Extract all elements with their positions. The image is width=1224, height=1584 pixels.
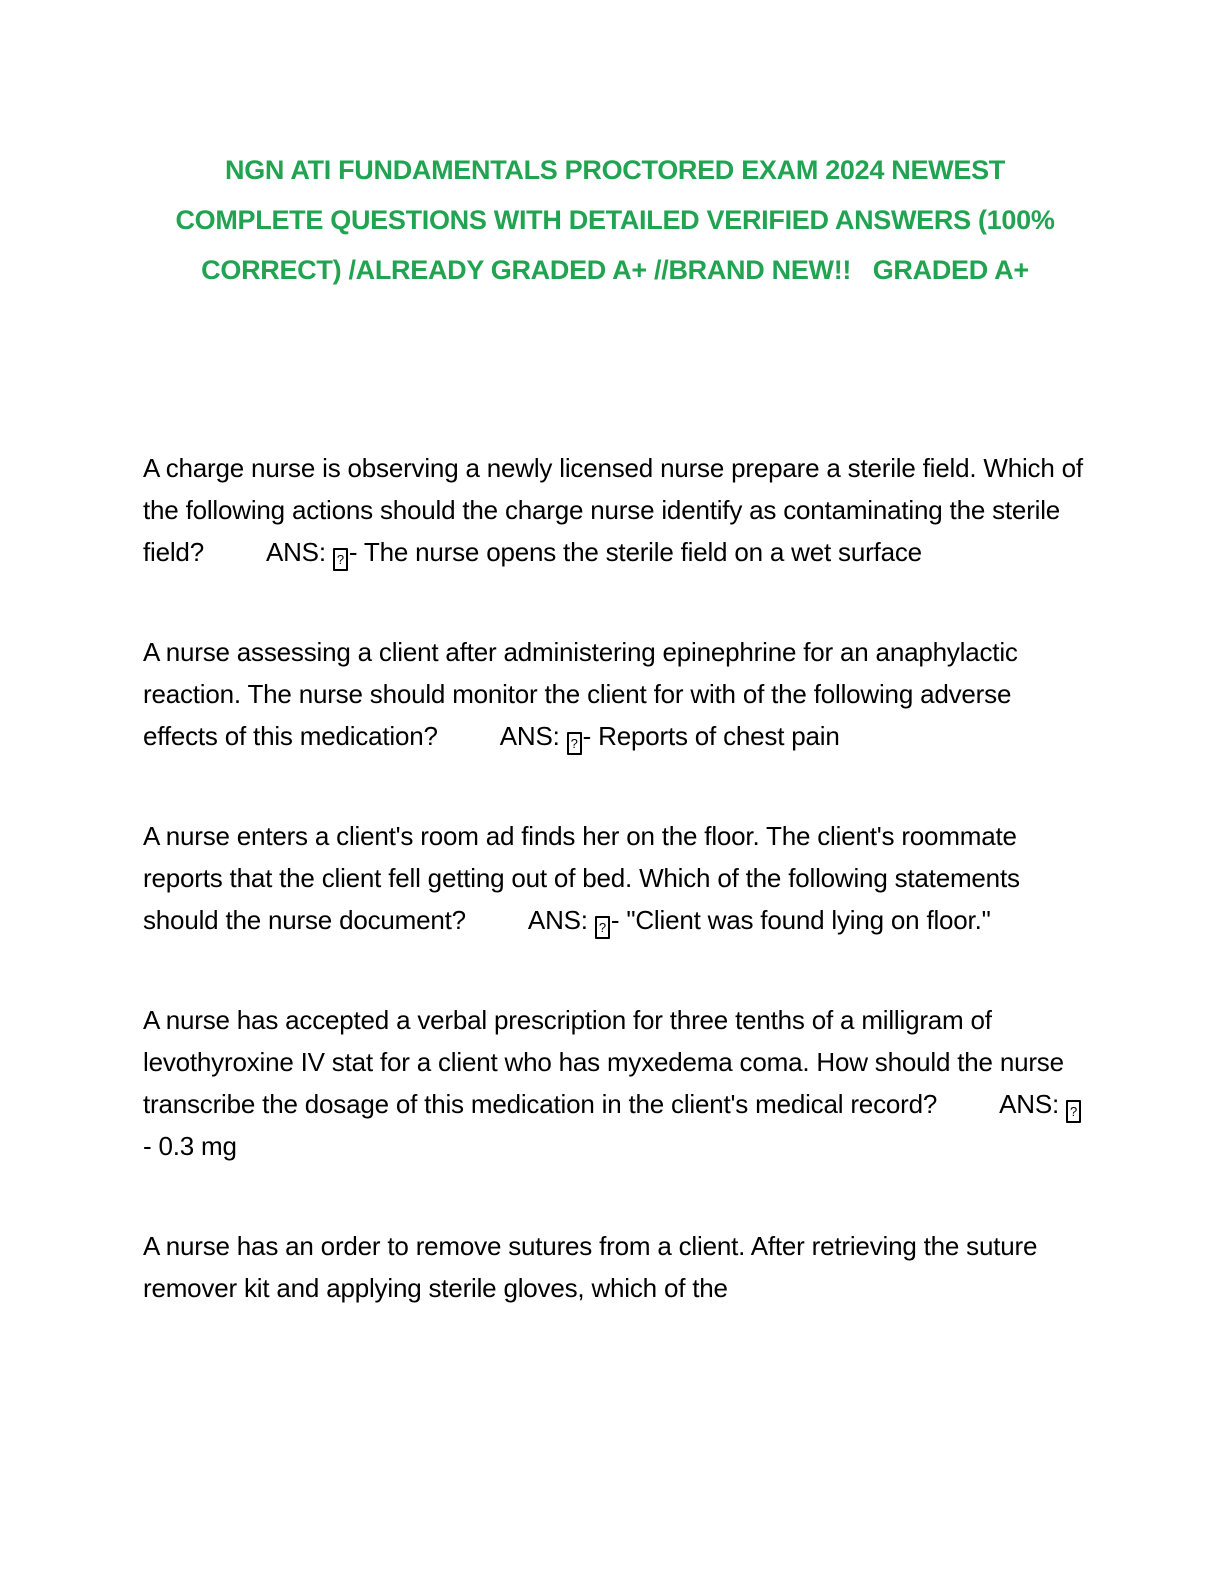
- ans-label: ANS:: [999, 1089, 1067, 1119]
- question-text: A nurse assessing a client after administering epinephrine for an anaphylactic reaction. The nurse should monitor the client for with of the following adverse effects of this medication?: [143, 637, 1018, 751]
- ans-label: ANS:: [499, 721, 567, 751]
- missing-glyph-icon: ?: [595, 916, 610, 939]
- tab-spacer: [937, 1112, 999, 1113]
- answer-text: - The nurse opens the sterile field on a wet surface: [348, 537, 922, 567]
- qa-item: [143, 1225, 1087, 1309]
- question-text: A nurse has an order to remove sutures from a client. After retrieving the suture remover kit and applying sterile gloves, which of the: [143, 1231, 1038, 1303]
- tab-spacer: [204, 560, 266, 561]
- title-line-2: COMPLETE QUESTIONS WITH DETAILED VERIFIED ANSWERS (100%: [175, 205, 1055, 235]
- tab-spacer: [438, 744, 500, 745]
- answer-text: - "Client was found lying on floor.": [610, 905, 991, 935]
- document-title: [143, 145, 1087, 295]
- question-text: A charge nurse is observing a newly licensed nurse prepare a sterile field. Which of the following actions should the charge nurse identify as contaminating the sterile field?: [143, 453, 1083, 567]
- qa-list: [143, 447, 1087, 1309]
- tab-spacer: [466, 928, 528, 929]
- title-line-3: CORRECT) /ALREADY GRADED A+ //BRAND NEW!! GRADED A+: [201, 255, 1029, 285]
- qa-item: [143, 447, 1087, 573]
- ans-label: ANS:: [527, 905, 595, 935]
- qa-item: [143, 815, 1087, 941]
- title-body-spacer: [143, 295, 1087, 447]
- qa-item: [143, 631, 1087, 757]
- missing-glyph-icon: ?: [567, 732, 582, 755]
- answer-text: - Reports of chest pain: [582, 721, 840, 751]
- missing-glyph-icon: ?: [1066, 1100, 1081, 1123]
- question-text: A nurse enters a client's room ad finds her on the floor. The client's roommate reports that the client fell getting out of bed. Which of the following statements should the nurse document?: [143, 821, 1020, 935]
- ans-label: ANS:: [265, 537, 333, 567]
- missing-glyph-icon: ?: [333, 548, 348, 571]
- qa-item: [143, 999, 1087, 1167]
- answer-text: - 0.3 mg: [143, 1131, 237, 1161]
- title-line-1: NGN ATI FUNDAMENTALS PROCTORED EXAM 2024 NEWEST: [225, 155, 1005, 185]
- question-text: A nurse has accepted a verbal prescription for three tenths of a milligram of levothyroxine IV stat for a client who has myxedema coma. How should the nurse transcribe the dosage of this medication in the client's medical record?: [143, 1005, 1064, 1119]
